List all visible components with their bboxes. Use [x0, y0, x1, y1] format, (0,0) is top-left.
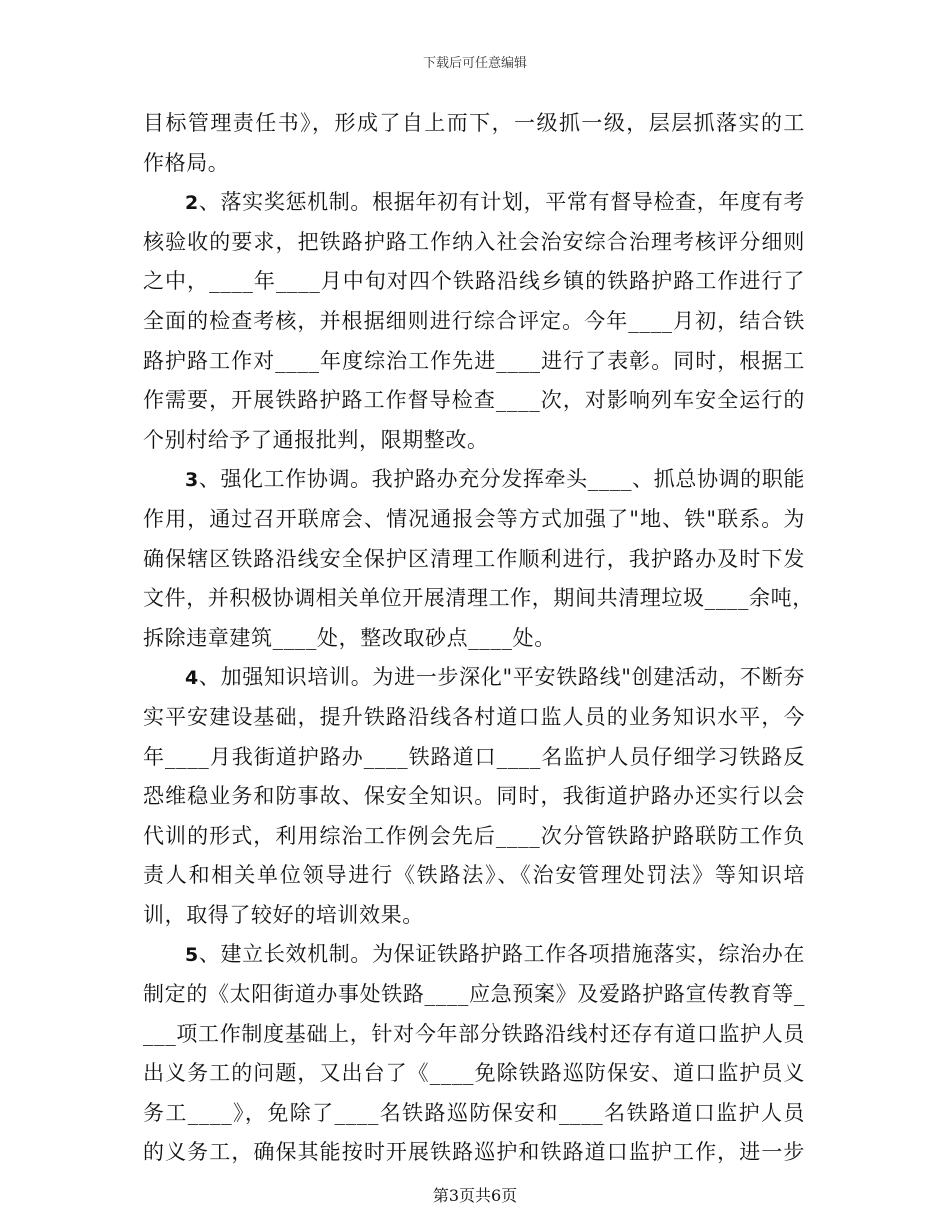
- text-line: 作需要，开展铁路护路工作督导检查____次，对影响列车安全运行的: [143, 388, 805, 413]
- text-line: 、加强知识培训。为进一步深化"平安铁路线"创建活动，不断夯: [198, 665, 805, 690]
- text-line: 路护路工作对____年度综治工作先进____进行了表彰。同时，根据工: [143, 348, 805, 373]
- text-line: 确保辖区铁路沿线安全保护区清理工作顺利进行，我护路办及时下发: [143, 546, 805, 571]
- text-line: 务工____》，免除了____名铁路巡防保安和____名铁路道口监护人员: [143, 1100, 805, 1125]
- text-line: 全面的检查考核，并根据细则进行综合评定。今年____月初，结合铁: [143, 308, 805, 333]
- text-line: 年____月我街道护路办____铁路道口____名监护人员仔细学习铁路反: [143, 744, 805, 769]
- text-line: 拆除违章建筑____处，整改取砂点____处。: [143, 625, 556, 650]
- text-line: 、落实奖惩机制。根据年初有计划，平常有督导检查，年度有考: [198, 190, 805, 215]
- item-number: 5: [185, 944, 199, 967]
- text-line: 出义务工的问题，又出台了《____免除铁路巡防保安、道口监护员义: [143, 1061, 805, 1086]
- text-line: 文件，并积极协调相关单位开展清理工作，期间共清理垃圾____余吨，: [143, 586, 814, 611]
- paragraph-first-line: [143, 460, 805, 500]
- text-line: 训，取得了较好的培训效果。: [143, 902, 424, 927]
- text-line: 、强化工作协调。我护路办充分发挥牵头____、抓总协调的职能: [198, 467, 805, 492]
- page-footer: 第3页共6页: [432, 1186, 518, 1205]
- text-line: 、建立长效机制。为保证铁路护路工作各项措施落实，综治办在: [198, 942, 805, 967]
- text-line: 制定的《太阳街道办事处铁路____应急预案》及爱路护路宣传教育等_: [143, 982, 805, 1007]
- text-line: 核验收的要求，把铁路护路工作纳入社会治安综合治理考核评分细则: [143, 229, 805, 254]
- item-number: 2: [185, 192, 199, 215]
- document-body: [143, 104, 814, 1173]
- text-line: 恐维稳业务和防事故、保安全知识。同时，我街道护路办还实行以会: [143, 784, 805, 809]
- text-line: 作格局。: [143, 150, 230, 175]
- text-line: 责人和相关单位领导进行《铁路法》、《治安管理处罚法》等知识培: [143, 863, 805, 888]
- text-line: 之中，____年____月中旬对四个铁路沿线乡镇的铁路护路工作进行了: [143, 269, 805, 294]
- page-header: 下载后可任意编辑: [422, 56, 527, 71]
- text-line: 个别村给予了通报批判，限期整改。: [143, 427, 489, 452]
- text-line: 实平安建设基础，提升铁路沿线各村道口监人员的业务知识水平，今: [143, 704, 805, 729]
- paragraph-first-line: [143, 183, 805, 223]
- text-line: 目标管理责任书》，形成了自上而下，一级抓一级，层层抓落实的工: [143, 111, 805, 135]
- text-line: ___项工作制度基础上，针对今年部分铁路沿线村还存有道口监护人员: [143, 1021, 805, 1046]
- paragraph-first-line: [143, 658, 805, 698]
- item-number: 4: [185, 667, 199, 690]
- text-line: 作用，通过召开联席会、情况通报会等方式加强了"地、铁"联系。为: [143, 506, 805, 531]
- text-line: 的义务工，确保其能按时开展铁路巡护和铁路道口监护工作，进一步: [143, 1140, 805, 1165]
- text-line: 代训的形式，利用综治工作例会先后____次分管铁路护路联防工作负: [143, 823, 805, 848]
- item-number: 3: [185, 469, 199, 492]
- paragraph-first-line: [143, 935, 805, 975]
